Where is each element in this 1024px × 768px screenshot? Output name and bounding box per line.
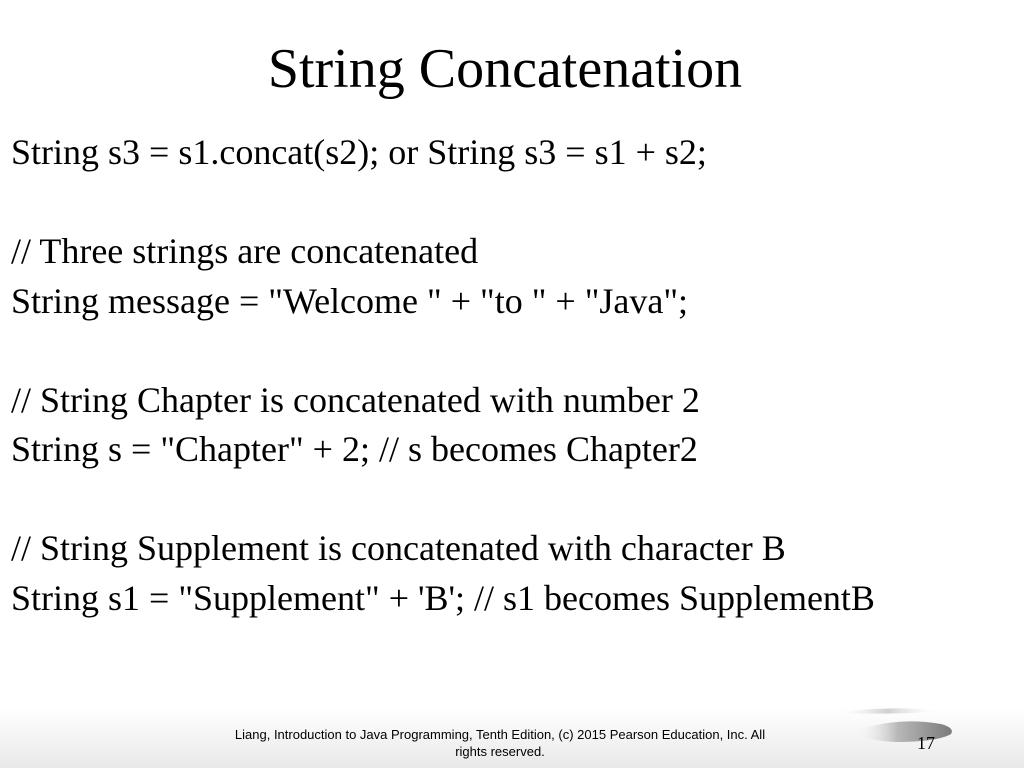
body-line: // String Supplement is concatenated with character B: [11, 528, 786, 568]
slide-body: [11, 128, 1016, 623]
body-line: String message = "Welcome " + "to " + "Java";: [11, 280, 689, 321]
body-line: // String Chapter is concatenated with number 2: [11, 379, 700, 420]
footer-citation: [205, 727, 795, 760]
page-number: 17: [917, 733, 935, 753]
slide-title: String Concatenation: [267, 38, 743, 100]
body-line: String s3 = s1.concat(s2); or String s3 = s1 + s2;: [11, 132, 707, 172]
body-line: String s1 = "Supplement" + 'B'; // s1 becomes SupplementB: [11, 577, 875, 618]
footer-line: rights reserved.: [455, 743, 545, 759]
body-line: String s = "Chapter" + 2; // s becomes Chapter2: [11, 429, 698, 469]
body-line: [11, 326, 1016, 376]
body-line: [11, 475, 1016, 525]
body-line: [11, 178, 1016, 228]
body-line: // Three strings are concatenated: [11, 231, 479, 271]
footer-line: Liang, Introduction to Java Programming, Tenth Edition, (c) 2015 Pearson Education, Inc. All: [234, 727, 766, 742]
